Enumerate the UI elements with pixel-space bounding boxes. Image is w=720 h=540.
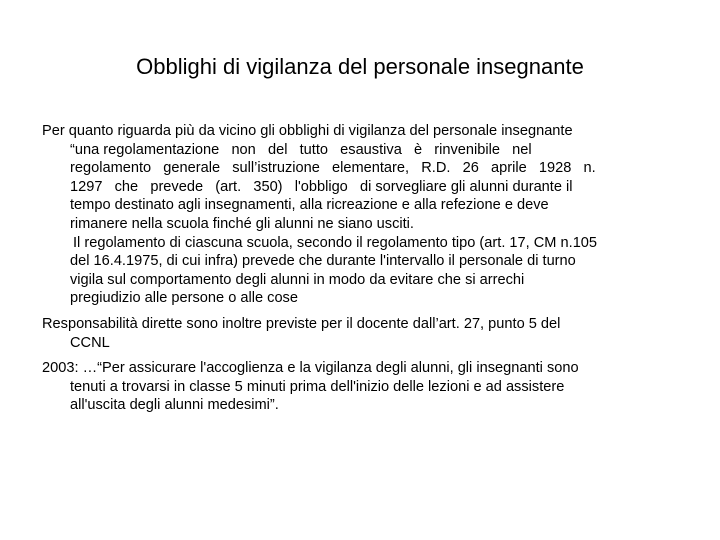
quote-line: “una regolamentazione non del tutto esaustiva è rinvenibile nel: [70, 141, 532, 158]
slide-body: [42, 122, 692, 415]
slide-title: Obblighi di vigilanza del personale insegnante: [136, 54, 584, 79]
quote-line: rimanere nella scuola finché gli alunni ne siano usciti.: [70, 215, 414, 232]
paragraph-separator: [42, 308, 692, 315]
quote-line: pregiudizio alle persone o alle cose: [70, 290, 298, 307]
paragraph-line: Per quanto riguarda più da vicino gli obblighi di vigilanza del personale insegnante: [42, 123, 573, 139]
paragraph-line: 2003: …“Per assicurare l'accoglienza e la vigilanza degli alunni, gli insegnanti sono: [42, 360, 579, 377]
paragraph-line: Responsabilità dirette sono inoltre previste per il docente dall’art. 27, punto 5 del: [42, 315, 561, 332]
quote-line: vigila sul comportamento degli alunni in modo da evitare che si arrechi: [70, 271, 525, 288]
quote-line: 1297 che prevede (art. 350) l'obbligo di sorvegliare gli alunni durante il: [70, 178, 573, 195]
quote-line: Il regolamento di ciascuna scuola, secondo il regolamento tipo (art. 17, CM n.105: [73, 234, 598, 251]
quote-line: tempo destinato agli insegnamenti, alla ricreazione e alla refezione e deve: [70, 197, 549, 214]
paragraph-line: CCNL: [70, 334, 110, 351]
paragraph-line: all'uscita degli alunni medesimi”.: [70, 397, 279, 414]
quote-line: regolamento generale sull’istruzione elementare, R.D. 26 aprile 1928 n.: [70, 160, 596, 177]
paragraph-separator: [42, 352, 692, 359]
paragraph-line: tenuti a trovarsi in classe 5 minuti prima dell'inizio delle lezioni e ad assistere: [70, 378, 565, 395]
quote-line: del 16.4.1975, di cui infra) prevede che durante l'intervallo il personale di turno: [70, 253, 576, 270]
